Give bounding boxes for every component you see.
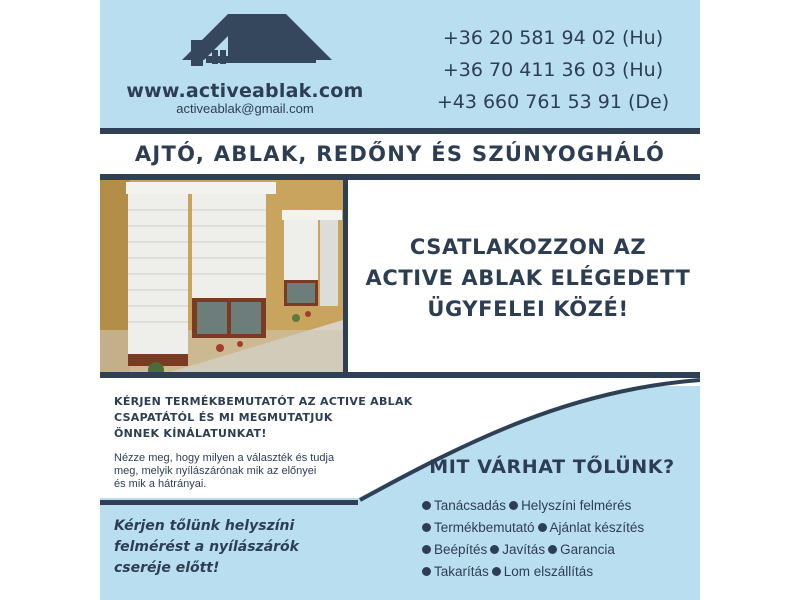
divider-bar (343, 180, 348, 375)
join-line: ÜGYFELEI KÖZÉ! (427, 297, 629, 321)
phone-hu-1[interactable]: +36 20 581 94 02 (Hu) (442, 27, 664, 49)
join-line: ACTIVE ABLAK ELÉGEDETT (365, 266, 691, 290)
bullet-icon (490, 545, 499, 554)
house-photo (100, 180, 343, 375)
email-link[interactable]: activeablak@gmail.com (176, 101, 314, 116)
service-item: Beépítés (422, 539, 487, 561)
flyer (100, 0, 700, 600)
service-item: Tanácsadás (422, 495, 506, 517)
offer-title: MIT VÁRHAT TŐLÜNK? (429, 456, 675, 478)
bullet-icon (422, 523, 431, 532)
header-banner (100, 0, 700, 128)
cta-line: KÉRJEN TERMÉKBEMUTATÓT AZ ACTIVE ABLAK (114, 395, 413, 408)
survey-line: felmérést a nyílászárók (114, 539, 299, 555)
cta-heading (114, 394, 434, 442)
bullet-icon (509, 501, 518, 510)
bullet-icon (548, 545, 557, 554)
cta-line: CSAPATÁTÓL ÉS MI MEGMUTATJUK (114, 411, 333, 424)
service-item: Termékbemutató (422, 517, 535, 539)
phone-de[interactable]: +43 660 761 53 91 (De) (436, 91, 670, 113)
bullet-icon (422, 567, 431, 576)
logo[interactable] (100, 0, 390, 128)
survey-callout (114, 516, 344, 579)
join-headline (358, 232, 698, 325)
website-link[interactable]: www.activeablak.com (126, 80, 364, 102)
service-list (422, 495, 697, 583)
bullet-icon (492, 567, 501, 576)
cta-detail-line: meg, melyik nyílászárónak mik az előnyei (114, 465, 317, 477)
bullet-icon (422, 501, 431, 510)
cta-detail (114, 452, 359, 491)
service-item: Javítás (490, 539, 545, 561)
service-item: Takarítás (422, 561, 489, 583)
cta-detail-line: és mik a hátrányai. (114, 478, 207, 490)
survey-line: cseréje előtt! (114, 560, 220, 576)
survey-line: Kérjen tőlünk helyszíni (114, 518, 295, 534)
service-item: Garancia (548, 539, 615, 561)
page-title: AJTÓ, ABLAK, REDŐNY ÉS SZÚNYOGHÁLÓ (134, 142, 666, 166)
house-roof-icon (182, 12, 332, 82)
phone-list (418, 22, 688, 118)
service-item: Helyszíni felmérés (509, 495, 631, 517)
cta-line: ÖNNEK KÍNÁLATUNKAT! (114, 427, 267, 440)
cta-detail-line: Nézze meg, hogy milyen a választék és tudja (114, 452, 335, 464)
service-item: Ajánlat készítés (538, 517, 645, 539)
join-line: CSATLAKOZZON AZ (409, 235, 647, 259)
phone-hu-2[interactable]: +36 70 411 36 03 (Hu) (442, 59, 664, 81)
service-item: Lom elszállítás (492, 561, 593, 583)
bullet-icon (422, 545, 431, 554)
bullet-icon (538, 523, 547, 532)
